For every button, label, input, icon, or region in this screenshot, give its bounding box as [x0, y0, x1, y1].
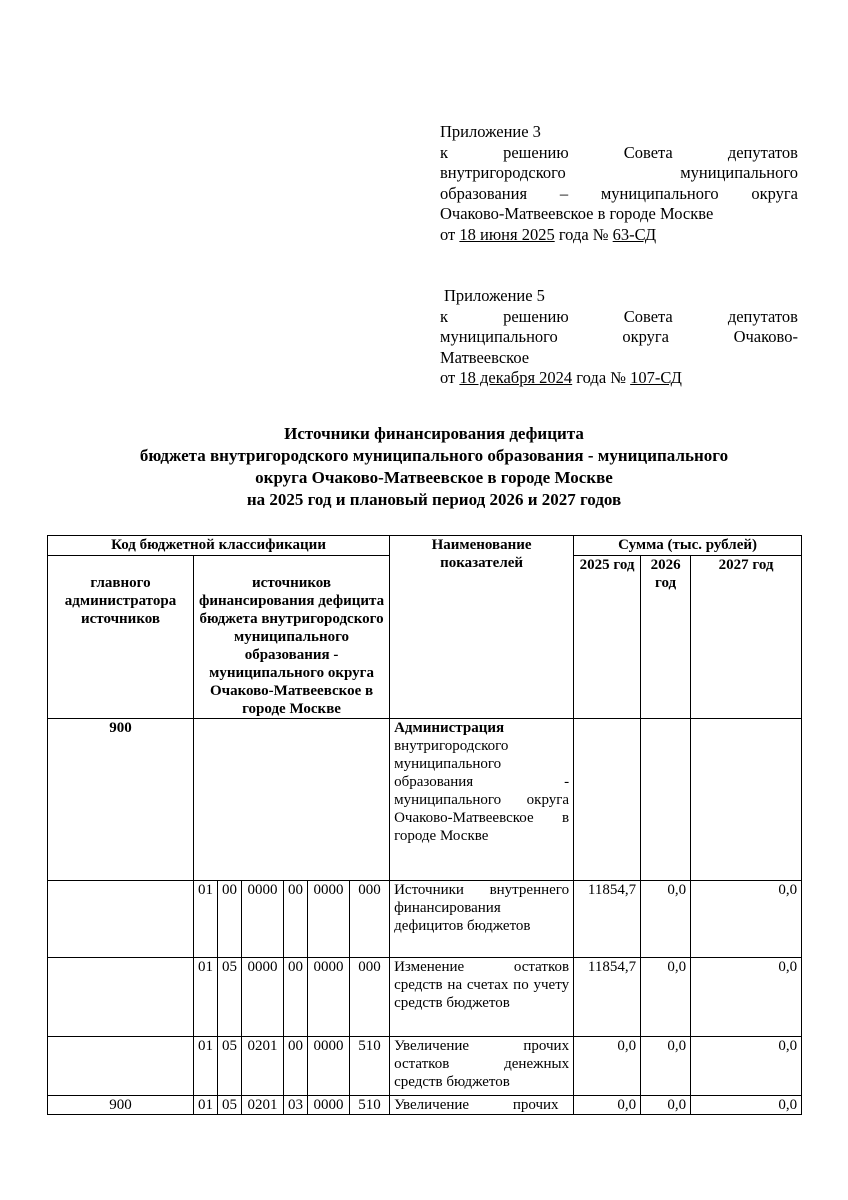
row-value-2025: 11854,7 — [574, 881, 641, 958]
code-operation: 510 — [350, 1037, 390, 1096]
annex-3-date-line — [440, 225, 798, 246]
word: депутатов — [727, 306, 798, 326]
word: округа — [622, 327, 669, 346]
decision-date: 18 июня 2025 — [459, 224, 555, 244]
annex-3-line-3 — [440, 184, 798, 205]
word: Совета — [623, 142, 673, 162]
code-element: 00 — [284, 881, 308, 958]
word: – — [559, 183, 569, 203]
code-element: 00 — [284, 958, 308, 1037]
code-operation: 510 — [350, 1096, 390, 1115]
admin-code: 900 — [48, 719, 194, 881]
code-article: 0201 — [242, 1096, 284, 1115]
date-mid: года № — [554, 224, 613, 244]
admin-name-bold: Администрация — [394, 720, 505, 736]
table-row — [48, 958, 802, 1037]
word: образования — [440, 183, 528, 203]
table-row — [48, 881, 802, 958]
annex-5-block — [440, 286, 798, 389]
annex-3-line-1 — [440, 143, 798, 164]
code-element: 03 — [284, 1096, 308, 1115]
code-operation: 000 — [350, 881, 390, 958]
date-prefix: от — [440, 368, 460, 387]
annex-3-heading: Приложение 3 — [440, 122, 541, 141]
code-program: 0000 — [308, 958, 350, 1037]
row-value-2027: 0,0 — [691, 1096, 802, 1115]
code-program: 0000 — [308, 1096, 350, 1115]
word: округа — [751, 183, 798, 203]
code-group: 01 — [194, 1037, 218, 1096]
admin-name — [390, 719, 574, 881]
code-subgroup: 00 — [218, 881, 242, 958]
annex-5-line-1 — [440, 307, 798, 328]
budget-sources-table — [47, 535, 802, 1115]
word: депутатов — [727, 142, 798, 162]
header-sum-label: Сумма (тыс. рублей) — [618, 537, 758, 553]
table-header-row-1 — [48, 536, 802, 556]
row-indicator-name — [390, 1096, 574, 1115]
header-indicator-name: Наименование показателей — [390, 536, 574, 719]
row-value-2027: 0,0 — [691, 958, 802, 1037]
code-element: 00 — [284, 1037, 308, 1096]
empty-value-cell — [574, 719, 641, 881]
code-program: 0000 — [308, 1037, 350, 1096]
code-article: 0000 — [242, 881, 284, 958]
code-subgroup: 05 — [218, 958, 242, 1037]
row-value-2026: 0,0 — [641, 958, 691, 1037]
code-program: 0000 — [308, 881, 350, 958]
row-admin-code: 900 — [48, 1096, 194, 1115]
word: муниципального — [440, 327, 558, 346]
row-value-2026: 0,0 — [641, 881, 691, 958]
header-budget-classification-code: Код бюджетной классификации — [48, 536, 390, 556]
word: к — [440, 306, 449, 326]
code-subgroup: 05 — [218, 1096, 242, 1115]
row-indicator-name-text: Увеличение прочих — [394, 1097, 559, 1113]
row-value-2025: 0,0 — [574, 1037, 641, 1096]
annex-3-line-4: Очаково-Матвеевское в городе Москве — [440, 204, 714, 223]
admin-name-rest: внутригородского муниципального образования - муниципального округа Очаково-Матвеевское в городе Москве — [394, 738, 570, 844]
word: Совета — [623, 306, 673, 326]
code-article: 0000 — [242, 958, 284, 1037]
row-value-2027: 0,0 — [691, 881, 802, 958]
row-admin-code — [48, 1037, 194, 1096]
row-indicator-name: Увеличение прочих остатков денежных средств бюджетов — [390, 1037, 574, 1096]
code-subgroup: 05 — [218, 1037, 242, 1096]
decision-number: 63-СД — [612, 224, 657, 244]
word: решению — [503, 306, 569, 326]
decision-number: 107-СД — [630, 368, 682, 387]
document-title — [40, 423, 828, 511]
header-year-2025: 2025 год — [574, 556, 641, 719]
header-chief-administrator: главного администратора источников — [48, 556, 194, 719]
title-line-4: на 2025 год и плановый период 2026 и 2027 годов — [246, 490, 622, 509]
word: к — [440, 142, 449, 162]
code-article: 0201 — [242, 1037, 284, 1096]
row-admin-code — [48, 881, 194, 958]
annex-3-block — [440, 122, 798, 245]
header-year-2027: 2027 год — [691, 556, 802, 719]
code-group: 01 — [194, 1096, 218, 1115]
row-value-2025: 0,0 — [574, 1096, 641, 1115]
row-indicator-name: Изменение остатков средств на счетах по учету средств бюджетов — [390, 958, 574, 1037]
word: муниципального — [600, 183, 719, 203]
row-admin-code — [48, 958, 194, 1037]
table-row — [48, 1037, 802, 1096]
word: муниципального — [680, 163, 798, 182]
annex-5-heading: Приложение 5 — [444, 286, 545, 305]
date-prefix: от — [440, 224, 460, 244]
word: решению — [503, 142, 569, 162]
empty-value-cell — [641, 719, 691, 881]
row-value-2026: 0,0 — [641, 1096, 691, 1115]
code-group: 01 — [194, 881, 218, 958]
empty-code-cell — [194, 719, 390, 881]
annex-5-date-line — [440, 368, 798, 389]
annex-5-line-3: Матвеевское — [440, 347, 530, 367]
row-value-2025: 11854,7 — [574, 958, 641, 1037]
header-sum — [574, 536, 802, 556]
decision-date: 18 декабря 2024 — [459, 368, 573, 387]
title-line-1: Источники финансирования дефицита — [284, 424, 584, 443]
table-row-administration — [48, 719, 802, 881]
annex-5-line-2 — [440, 327, 798, 348]
code-operation: 000 — [350, 958, 390, 1037]
empty-value-cell — [691, 719, 802, 881]
date-mid: года № — [572, 368, 631, 387]
annex-3-line-2 — [440, 163, 798, 184]
header-financing-sources: источников финансирования дефицита бюджета внутригородского муниципального образования - муниципального округа Очаково-Матвеевское в городе Москве — [194, 556, 390, 719]
row-indicator-name: Источники внутреннего финансирования дефицитов бюджетов — [390, 881, 574, 958]
table-row — [48, 1096, 802, 1115]
row-value-2027: 0,0 — [691, 1037, 802, 1096]
title-line-2: бюджета внутригородского муниципального образования - муниципального — [139, 446, 729, 465]
title-line-3: округа Очаково-Матвеевское в городе Москве — [255, 468, 613, 487]
word: Очаково- — [733, 327, 798, 346]
word: внутригородского — [440, 163, 566, 182]
code-group: 01 — [194, 958, 218, 1037]
row-value-2026: 0,0 — [641, 1037, 691, 1096]
header-year-2026: 2026 год — [641, 556, 691, 719]
